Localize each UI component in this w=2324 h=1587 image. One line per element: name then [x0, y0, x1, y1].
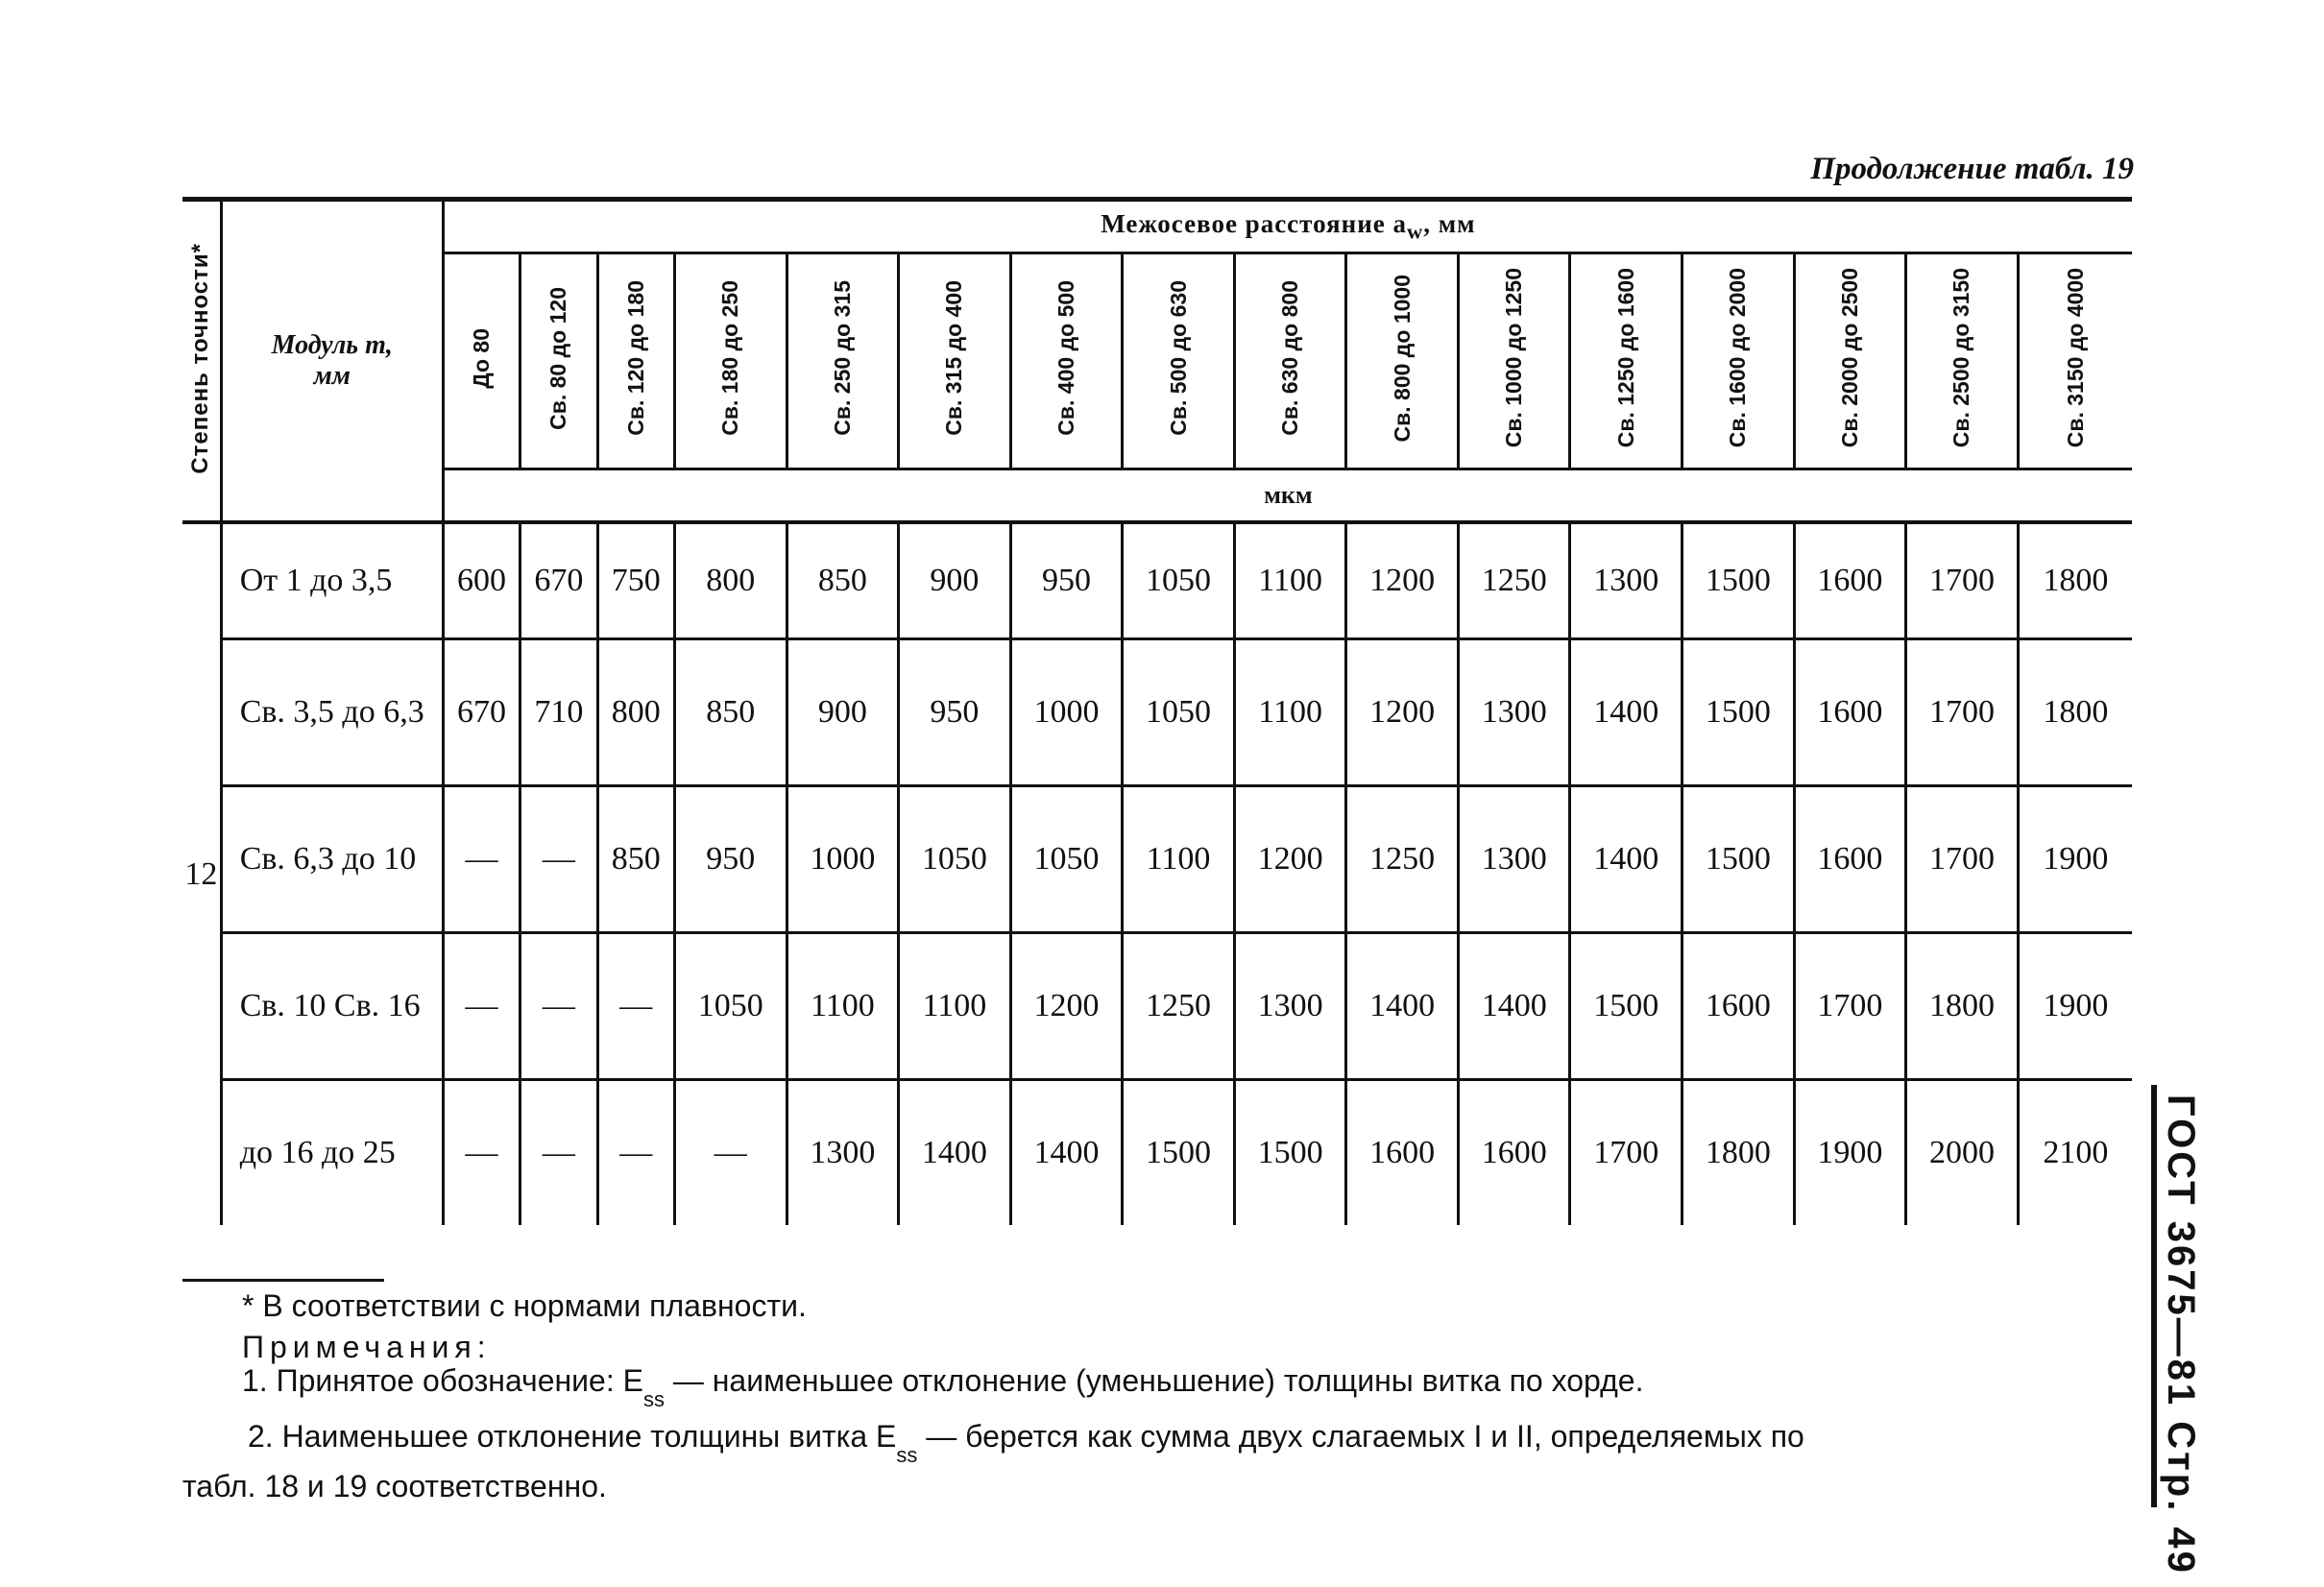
value-cell: 1900 — [2018, 933, 2132, 1080]
column-header — [1906, 253, 2019, 469]
value-cell: 1600 — [1458, 1080, 1570, 1226]
continuation-header: Продолжение табл. 19 — [1810, 152, 2134, 186]
value-cell: 800 — [674, 522, 787, 639]
value-cell: 1100 — [1234, 522, 1346, 639]
value-cell: 1000 — [787, 786, 899, 933]
column-header — [520, 253, 597, 469]
value-cell: 1100 — [1234, 639, 1346, 786]
note-1-pre: 1. Принятое обозначение: E — [242, 1363, 643, 1398]
column-header-label: Св. 1000 до 1250 — [1501, 268, 1527, 448]
value-cell: 950 — [899, 639, 1011, 786]
value-cell: 1050 — [1123, 639, 1235, 786]
column-header — [443, 253, 520, 469]
value-cell: 1400 — [1458, 933, 1570, 1080]
note-2 — [248, 1419, 2130, 1467]
column-header-label: Св. 400 до 500 — [1053, 280, 1078, 436]
value-cell: 1200 — [1346, 522, 1459, 639]
column-header — [899, 253, 1011, 469]
column-header-label: Св. 315 до 400 — [941, 280, 967, 436]
value-cell: 900 — [899, 522, 1011, 639]
value-cell: 800 — [597, 639, 674, 786]
value-cell: 1300 — [1458, 639, 1570, 786]
value-cell: 1800 — [2018, 639, 2132, 786]
value-cell: 1250 — [1123, 933, 1235, 1080]
value-cell: 1500 — [1234, 1080, 1346, 1226]
column-header — [1346, 253, 1459, 469]
note-1-post: — наименьшее отклонение (уменьшение) толщины витка по хорде. — [664, 1363, 1644, 1398]
value-cell: 1700 — [1906, 639, 2019, 786]
value-cell: 1400 — [1010, 1080, 1123, 1226]
value-cell: — — [520, 933, 597, 1080]
value-cell: 850 — [674, 639, 787, 786]
value-cell: 1600 — [1794, 639, 1906, 786]
column-header-label: Св. 1600 до 2000 — [1725, 268, 1751, 448]
side-page-label: ГОСТ 3675—81 Стр. 49 — [2160, 1094, 2202, 1575]
value-cell: 1700 — [1906, 786, 2019, 933]
center-distance-unit: , мм — [1423, 208, 1476, 238]
value-cell: 1050 — [1123, 522, 1235, 639]
column-header-label: Св. 120 до 180 — [622, 280, 648, 436]
value-cell: 1700 — [1794, 933, 1906, 1080]
value-cell: 1700 — [1570, 1080, 1682, 1226]
note-1 — [242, 1363, 1644, 1411]
value-cell: 670 — [443, 639, 520, 786]
table-row — [182, 933, 2132, 1080]
column-header-label: Св. 1250 до 1600 — [1612, 268, 1638, 448]
value-cell: 1300 — [1570, 522, 1682, 639]
side-bar — [2151, 1085, 2157, 1507]
value-cell: 1900 — [1794, 1080, 1906, 1226]
value-cell: 1800 — [1682, 1080, 1795, 1226]
value-cell: 600 — [443, 522, 520, 639]
column-header — [1234, 253, 1346, 469]
value-cell: 1400 — [1570, 786, 1682, 933]
value-cell: 1500 — [1570, 933, 1682, 1080]
module-header-line1: Модуль m, — [271, 330, 393, 360]
column-header — [1123, 253, 1235, 469]
value-cell: 1000 — [1010, 639, 1123, 786]
value-cell: — — [520, 786, 597, 933]
value-cell: 950 — [1010, 522, 1123, 639]
value-cell: — — [443, 786, 520, 933]
tolerance-grid — [182, 197, 2132, 1225]
value-cell: 1050 — [1010, 786, 1123, 933]
module-header — [221, 200, 443, 523]
column-header — [674, 253, 787, 469]
footnote-rule — [182, 1279, 384, 1282]
value-cell: 1500 — [1682, 786, 1795, 933]
table-row — [182, 786, 2132, 933]
table-row — [182, 1080, 2132, 1226]
module-header-line2: мм — [313, 361, 351, 391]
column-header — [1682, 253, 1795, 469]
value-cell: 1400 — [1346, 933, 1459, 1080]
value-cell: 2000 — [1906, 1080, 2019, 1226]
accuracy-header-text: Степень точности* — [187, 243, 214, 474]
module-cell: От 1 до 3,5 — [221, 522, 443, 639]
note-2-post: — берется как сумма двух слагаемых I и II, определяемых по — [917, 1419, 1804, 1454]
table-row — [182, 522, 2132, 639]
note-2-continuation: табл. 18 и 19 соответственно. — [182, 1469, 607, 1503]
value-cell: 1200 — [1234, 786, 1346, 933]
value-cell: 1500 — [1123, 1080, 1235, 1226]
column-header — [1570, 253, 1682, 469]
column-header — [597, 253, 674, 469]
column-header-label: Св. 80 до 120 — [545, 286, 571, 430]
column-header-label: Св. 250 до 315 — [829, 280, 855, 436]
accuracy-header — [182, 200, 221, 523]
value-cell: 710 — [520, 639, 597, 786]
value-cell: 1300 — [1458, 786, 1570, 933]
value-cell: 1300 — [1234, 933, 1346, 1080]
value-cell: 1500 — [1682, 522, 1795, 639]
value-cell: 1400 — [1570, 639, 1682, 786]
value-cell: 1700 — [1906, 522, 2019, 639]
value-cell: — — [674, 1080, 787, 1226]
value-cell: 1200 — [1346, 639, 1459, 786]
column-header-label: Св. 180 до 250 — [717, 280, 743, 436]
column-header — [1794, 253, 1906, 469]
column-header — [2018, 253, 2132, 469]
value-cell: 1050 — [899, 786, 1011, 933]
module-cell: до 16 до 25 — [221, 1080, 443, 1226]
value-cell: — — [597, 933, 674, 1080]
note-1-sub: ss — [642, 1387, 665, 1411]
notes-title: Примечания: — [242, 1330, 492, 1364]
value-cell: 850 — [597, 786, 674, 933]
value-cell: — — [520, 1080, 597, 1226]
center-distance-sub: w — [1407, 219, 1424, 244]
value-cell: 1100 — [899, 933, 1011, 1080]
value-cell: 900 — [787, 639, 899, 786]
module-cell: Св. 3,5 до 6,3 — [221, 639, 443, 786]
footnote: * В соответствии с нормами плавности. — [242, 1288, 807, 1323]
module-cell: Св. 10 Св. 16 — [221, 933, 443, 1080]
unit-row — [443, 469, 2132, 523]
column-header-label: Св. 800 до 1000 — [1389, 274, 1415, 443]
column-header — [1458, 253, 1570, 469]
note-2-sub: ss — [896, 1443, 918, 1467]
value-cell: 1100 — [1123, 786, 1235, 933]
value-cell: 850 — [787, 522, 899, 639]
note-2-pre: 2. Наименьшее отклонение толщины витка E — [248, 1419, 897, 1454]
value-cell: 1250 — [1458, 522, 1570, 639]
value-cell: 1600 — [1682, 933, 1795, 1080]
center-distance-label: Межосевое расстояние a — [1101, 208, 1408, 238]
value-cell: 1400 — [899, 1080, 1011, 1226]
value-cell: 1600 — [1794, 522, 1906, 639]
tolerance-table — [182, 197, 2132, 1253]
value-cell: 950 — [674, 786, 787, 933]
value-cell: 1900 — [2018, 786, 2132, 933]
value-cell: 1800 — [1906, 933, 2019, 1080]
value-cell: 750 — [597, 522, 674, 639]
value-cell: 1600 — [1346, 1080, 1459, 1226]
column-header — [787, 253, 899, 469]
column-header-label: Св. 2500 до 3150 — [1949, 268, 1974, 448]
column-header — [1010, 253, 1123, 469]
value-cell: 1200 — [1010, 933, 1123, 1080]
accuracy-degree: 12 — [184, 856, 218, 892]
value-cell: 1300 — [787, 1080, 899, 1226]
table-row — [182, 639, 2132, 786]
value-cell: — — [443, 1080, 520, 1226]
column-header-label: Св. 2000 до 2500 — [1836, 268, 1862, 448]
center-distance-header — [443, 200, 2132, 253]
module-cell: Св. 6,3 до 10 — [221, 786, 443, 933]
column-header-label: Св. 630 до 800 — [1277, 280, 1303, 436]
column-header-label: Св. 500 до 630 — [1165, 280, 1191, 436]
value-cell: 1100 — [787, 933, 899, 1080]
value-cell: 1800 — [2018, 522, 2132, 639]
value-cell: — — [597, 1080, 674, 1226]
value-cell: 1500 — [1682, 639, 1795, 786]
unit-label: мкм — [1264, 481, 1313, 509]
column-header-label: До 80 — [469, 327, 494, 389]
value-cell: 2100 — [2018, 1080, 2132, 1226]
value-cell: 1250 — [1346, 786, 1459, 933]
value-cell: — — [443, 933, 520, 1080]
value-cell: 670 — [520, 522, 597, 639]
value-cell: 1050 — [674, 933, 787, 1080]
column-header-label: Св. 3150 до 4000 — [2062, 268, 2088, 448]
value-cell: 1600 — [1794, 786, 1906, 933]
